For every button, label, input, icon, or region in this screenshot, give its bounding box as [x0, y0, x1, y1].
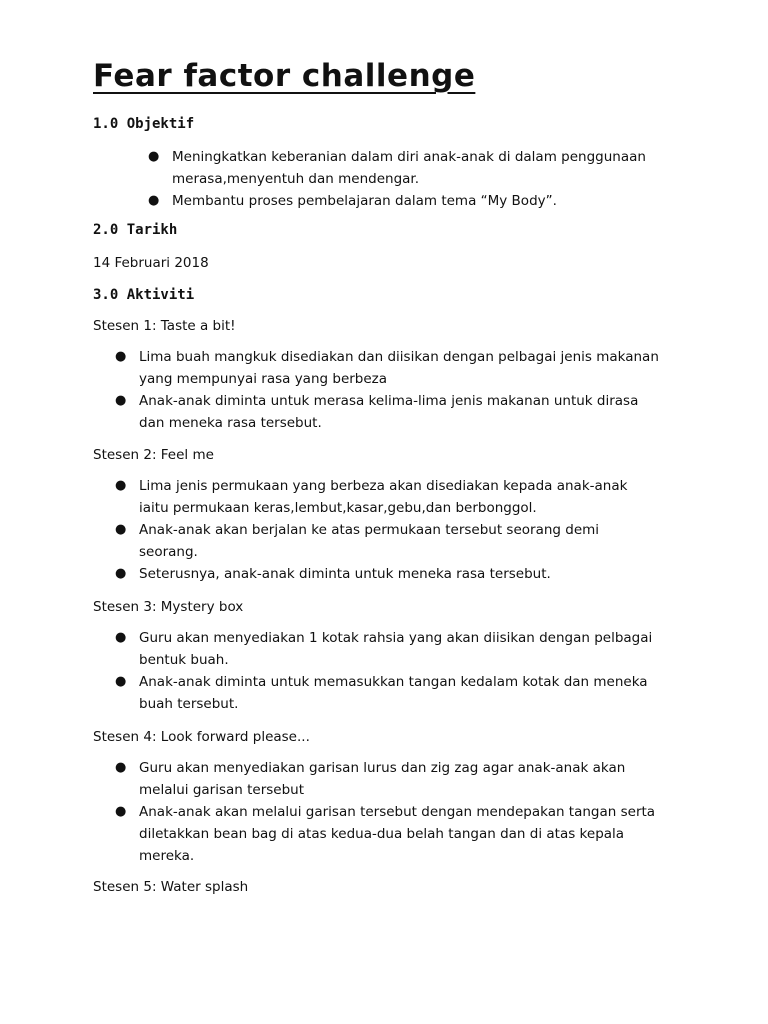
heading-tarikh: 2.0 Tarikh: [93, 222, 178, 238]
list-item-line: dan meneka rasa tersebut.: [139, 415, 322, 431]
list-item-line: seorang.: [139, 544, 198, 560]
bullet-icon: ●: [115, 349, 127, 364]
station-2-title: Stesen 2: Feel me: [93, 447, 214, 463]
list-item-line: bentuk buah.: [139, 652, 229, 668]
list-item-line: Anak-anak akan melalui garisan tersebut dengan mendepakan tangan serta: [139, 804, 656, 820]
list-item: [115, 563, 627, 585]
list-item: [115, 671, 652, 715]
heading-aktiviti: 3.0 Aktiviti: [93, 287, 195, 303]
list-item: [115, 390, 659, 434]
bullet-icon: ●: [115, 804, 127, 819]
list-item-line: Membantu proses pembelajaran dalam tema “My Body”.: [172, 193, 557, 209]
list-item: [115, 757, 655, 801]
list-item-line: mereka.: [139, 848, 195, 864]
list-item-line: yang mempunyai rasa yang berbeza: [139, 371, 388, 387]
list-item-line: melalui garisan tersebut: [139, 782, 305, 798]
list-item: [148, 190, 646, 212]
list-item-line: iaitu permukaan keras,lembut,kasar,gebu,dan berbonggol.: [139, 500, 537, 516]
bullet-icon: ●: [115, 393, 127, 408]
date-text: 14 Februari 2018: [93, 255, 209, 271]
list-item-line: buah tersebut.: [139, 696, 239, 712]
list-item-line: Anak-anak diminta untuk merasa kelima-lima jenis makanan untuk dirasa: [139, 393, 639, 409]
bullet-icon: ●: [148, 149, 160, 164]
list-item: [115, 519, 627, 563]
list-item-line: Meningkatkan keberanian dalam diri anak-anak di dalam penggunaan: [172, 149, 646, 165]
list-item: [115, 346, 659, 390]
list-item-line: Anak-anak diminta untuk memasukkan tangan kedalam kotak dan meneka: [139, 674, 648, 690]
bullet-icon: ●: [115, 630, 127, 645]
bullet-icon: ●: [115, 566, 127, 581]
bullet-icon: ●: [115, 478, 127, 493]
station-3-list: [115, 627, 653, 715]
list-item: [115, 627, 653, 671]
list-item: [115, 475, 628, 519]
heading-objektif: 1.0 Objektif: [93, 116, 195, 132]
list-item-line: Seterusnya, anak-anak diminta untuk meneka rasa tersebut.: [139, 566, 551, 582]
page-title: Fear factor challenge: [93, 58, 476, 94]
bullet-icon: ●: [115, 522, 127, 537]
list-item-line: merasa,menyentuh dan mendengar.: [172, 171, 420, 187]
list-item-line: Lima jenis permukaan yang berbeza akan disediakan kepada anak-anak: [139, 478, 628, 494]
list-item-line: Lima buah mangkuk disediakan dan diisikan dengan pelbagai jenis makanan: [139, 349, 659, 365]
objektif-list: [148, 146, 646, 212]
station-2-list: [115, 475, 628, 585]
list-item: [148, 146, 646, 190]
list-item-line: Guru akan menyediakan 1 kotak rahsia yang akan diisikan dengan pelbagai: [139, 630, 653, 646]
bullet-icon: ●: [115, 760, 127, 775]
station-1-title: Stesen 1: Taste a bit!: [93, 318, 236, 334]
station-3-title: Stesen 3: Mystery box: [93, 599, 244, 615]
list-item-line: diletakkan bean bag di atas kedua-dua belah tangan dan di atas kepala: [139, 826, 625, 842]
station-5-title: Stesen 5: Water splash: [93, 879, 249, 895]
station-4-title: Stesen 4: Look forward please...: [93, 729, 310, 745]
list-item: [115, 801, 656, 867]
station-4-list: [115, 757, 656, 867]
bullet-icon: ●: [115, 674, 127, 689]
list-item-line: Anak-anak akan berjalan ke atas permukaan tersebut seorang demi: [139, 522, 600, 538]
station-1-list: [115, 346, 659, 434]
list-item-line: Guru akan menyediakan garisan lurus dan zig zag agar anak-anak akan: [139, 760, 626, 776]
bullet-icon: ●: [148, 193, 160, 208]
